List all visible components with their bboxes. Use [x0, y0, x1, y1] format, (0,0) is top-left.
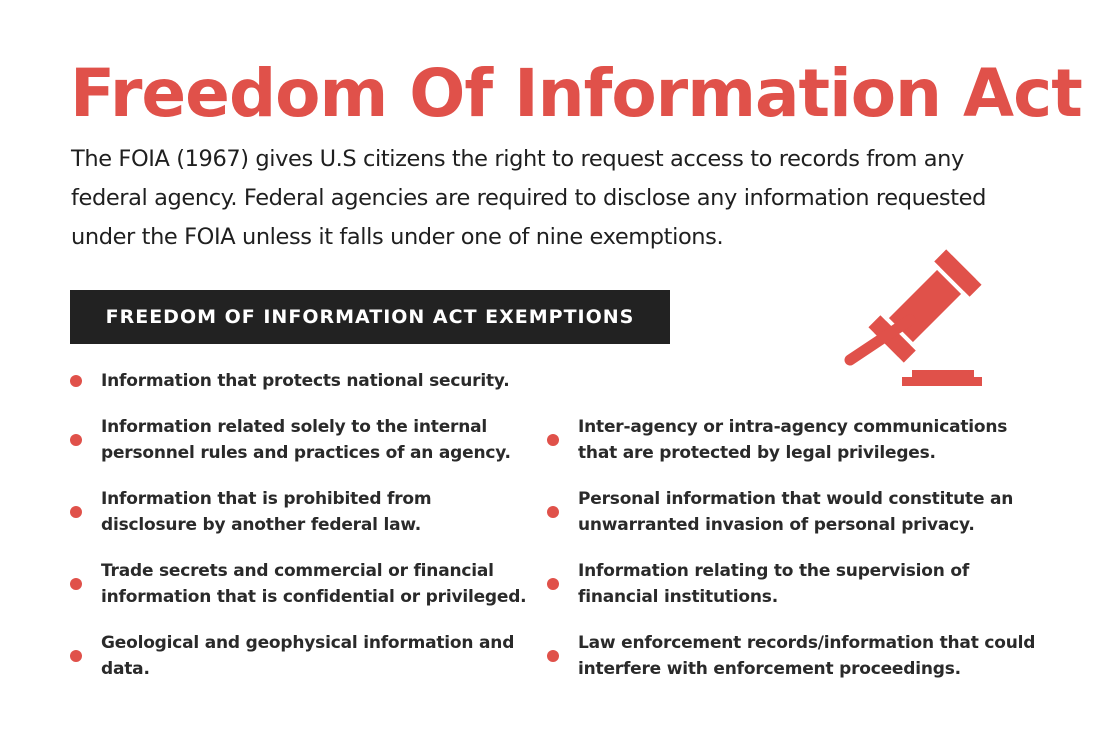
- bullet-icon: [70, 434, 82, 446]
- page-title: Freedom Of Information Act: [70, 55, 1082, 132]
- banner-label: FREEDOM OF INFORMATION ACT EXEMPTIONS: [105, 306, 635, 328]
- bullet-icon: [547, 578, 559, 590]
- gavel-icon: [830, 236, 1000, 396]
- bullet-icon: [70, 578, 82, 590]
- exemption-item: [70, 414, 530, 466]
- gavel-base-top: [912, 370, 974, 377]
- exemption-text: Geological and geophysical information and data.: [101, 633, 515, 679]
- gavel-base: [902, 377, 982, 386]
- bullet-icon: [547, 434, 559, 446]
- exemption-text: Information related solely to the internal personnel rules and practices of an agency.: [101, 417, 511, 463]
- bullet-icon: [70, 375, 82, 387]
- intro-paragraph: The FOIA (1967) gives U.S citizens the right to request access to records from any federal agency. Federal agencies are required to disclose any information requested under the FOIA unless it falls under one of nine exemptions.: [71, 146, 986, 250]
- exemptions-banner: [70, 290, 670, 344]
- gavel-head: [868, 249, 981, 362]
- exemption-text: Personal information that would constitute an unwarranted invasion of personal privacy.: [578, 489, 1014, 535]
- exemption-item: [70, 368, 530, 394]
- bullet-icon: [547, 650, 559, 662]
- exemption-text: Information that is prohibited from disclosure by another federal law.: [101, 489, 432, 535]
- exemption-item: [70, 486, 530, 538]
- exemption-item: [70, 630, 530, 682]
- exemption-item: [547, 414, 1047, 466]
- exemption-text: Information relating to the supervision of financial institutions.: [578, 561, 970, 607]
- exemption-text: Law enforcement records/information that could interfere with enforcement proceedings.: [578, 633, 1036, 679]
- exemption-text: Information that protects national security.: [101, 371, 510, 391]
- exemption-item: [547, 630, 1047, 682]
- exemption-item: [547, 558, 1047, 610]
- bullet-icon: [70, 506, 82, 518]
- bullet-icon: [70, 650, 82, 662]
- exemption-text: Inter-agency or intra-agency communications that are protected by legal privileges.: [578, 417, 1008, 463]
- bullet-icon: [547, 506, 559, 518]
- exemption-text: Trade secrets and commercial or financial information that is confidential or privileged.: [101, 561, 527, 607]
- exemption-item: [70, 558, 530, 610]
- exemption-item: [547, 486, 1047, 538]
